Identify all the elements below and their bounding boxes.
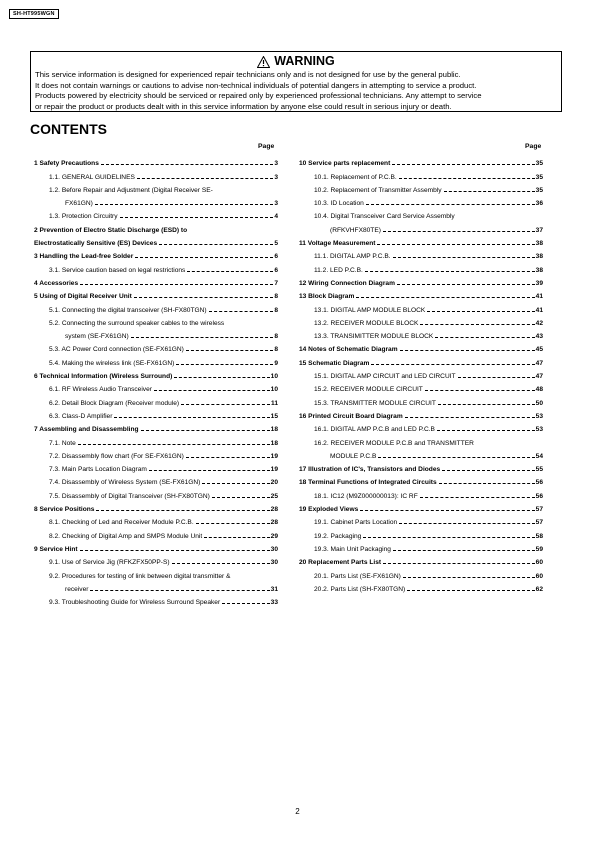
toc-leader-dots — [383, 563, 535, 564]
toc-leader-dots — [96, 510, 269, 511]
toc-entry-page: 10 — [270, 386, 278, 394]
toc-entry-page: 36 — [535, 200, 543, 208]
toc-entry-title: 7.3. Main Parts Location Diagram — [49, 466, 147, 474]
toc-leader-dots — [101, 164, 273, 165]
toc-entry-title: 19.1. Cabinet Parts Location — [314, 519, 398, 527]
toc-entry[interactable] — [34, 595, 278, 608]
toc-leader-dots — [420, 497, 535, 498]
toc-leader-dots — [209, 311, 274, 312]
toc-leader-dots — [425, 390, 535, 391]
toc-entry-title: 13.2. RECEIVER MODULE BLOCK — [314, 319, 419, 327]
toc-entry[interactable] — [34, 462, 278, 475]
toc-entry-title: system (SE-FX61GN) — [65, 333, 129, 341]
warning-line-2: It does not contain warnings or cautions to advise non-technical individuals of potential dangers in attempting to service a product. — [35, 80, 477, 90]
toc-entry-title: 9.3. Troubleshooting Guide for Wireless Surround Speaker — [49, 599, 221, 607]
toc-entry[interactable] — [299, 475, 543, 488]
warning-title — [35, 54, 557, 69]
toc-entry-title: 16.2. RECEIVER MODULE P.C.B and TRANSMITTER — [314, 439, 474, 447]
toc-entry-title: 14 Notes of Schematic Diagram — [299, 346, 398, 354]
toc-entry-title: 5.1. Connecting the digital transceiver (SH-FX80TGN) — [49, 306, 207, 314]
toc-leader-dots — [137, 178, 273, 179]
toc-leader-dots — [400, 350, 535, 351]
toc-entry-title: 13.1. DIGITAL AMP MODULE BLOCK — [314, 306, 426, 314]
toc-left-column — [34, 156, 278, 608]
toc-entry[interactable] — [299, 422, 543, 435]
toc-leader-dots — [439, 483, 535, 484]
toc-entry-page: 57 — [535, 519, 543, 527]
toc-leader-dots — [383, 231, 535, 232]
toc-entry-page: 35 — [535, 160, 543, 168]
toc-entry[interactable] — [34, 475, 278, 488]
toc-leader-dots — [393, 257, 535, 258]
toc-entry-page: 57 — [535, 506, 543, 514]
toc-entry-title: 7.2. Disassembly flow chart (For SE-FX61GN) — [49, 452, 184, 460]
toc-entry-page: 4 — [274, 213, 278, 221]
toc-entry-title: 20.2. Parts List (SH-FX80TGN) — [314, 585, 406, 593]
toc-leader-dots — [80, 284, 273, 285]
toc-entry-title: 5.2. Connecting the surround speaker cables to the wireless — [49, 319, 225, 327]
toc-entry-page: 41 — [535, 306, 543, 314]
toc-leader-dots — [399, 523, 534, 524]
toc-entry[interactable] — [34, 568, 278, 581]
toc-leader-dots — [181, 404, 270, 405]
toc-leader-dots — [149, 470, 270, 471]
toc-entry-title: 6.1. RF Wireless Audio Transceiver — [49, 386, 152, 394]
toc-leader-dots — [204, 537, 269, 538]
toc-entry-page: 56 — [535, 479, 543, 487]
toc-entry-title: 16 Printed Circuit Board Diagram — [299, 412, 403, 420]
toc-entry[interactable] — [34, 342, 278, 355]
toc-entry-title: 9 Service Hint — [34, 545, 78, 553]
toc-entry[interactable] — [34, 262, 278, 275]
contents-title: CONTENTS — [30, 121, 107, 137]
toc-leader-dots — [378, 457, 534, 458]
toc-entry-page: 53 — [535, 426, 543, 434]
toc-entry-page: 9 — [274, 359, 278, 367]
toc-entry-title: 6.2. Detail Block Diagram (Receiver module) — [49, 399, 180, 407]
toc-entry-page: 28 — [270, 506, 278, 514]
toc-entry[interactable] — [299, 488, 543, 501]
toc-entry-page: 38 — [535, 266, 543, 274]
toc-leader-dots — [120, 217, 274, 218]
toc-entry-title: 5 Using of Digital Receiver Unit — [34, 293, 132, 301]
toc-entry-title: 18 Terminal Functions of Integrated Circuits — [299, 479, 437, 487]
toc-entry-page: 25 — [270, 492, 278, 500]
toc-entry-title: 7.5. Disassembly of Digital Transceiver (SH-FX80TGN) — [49, 492, 210, 500]
toc-entry[interactable] — [299, 169, 543, 182]
toc-entry-title: 6.3. Class-D Amplifier — [49, 412, 113, 420]
toc-entry[interactable] — [299, 502, 543, 515]
toc-entry-page: 38 — [535, 253, 543, 261]
toc-leader-dots — [212, 497, 270, 498]
toc-entry[interactable] — [299, 369, 543, 382]
toc-entry[interactable] — [299, 316, 543, 329]
toc-entry-title: 15.1. DIGITAL AMP CIRCUIT and LED CIRCUIT — [314, 373, 456, 381]
toc-entry-title: 15.3. TRANSMITTER MODULE CIRCUIT — [314, 399, 436, 407]
toc-entry-page: 39 — [535, 279, 543, 287]
warning-line-4: or repair the product or products dealt with in this service information by anyone else could result in serious injury or death. — [35, 101, 452, 111]
toc-entry-title: 4 Accessories — [34, 279, 79, 287]
toc-leader-dots — [78, 444, 270, 445]
model-tag: SH-HT995WGN — [9, 9, 59, 19]
toc-leader-dots — [442, 470, 534, 471]
toc-entry-page: 18 — [270, 439, 278, 447]
toc-leader-dots — [366, 204, 535, 205]
warning-title-text: WARNING — [274, 54, 335, 68]
toc-entry[interactable] — [34, 515, 278, 528]
toc-entry-title: 15.2. RECEIVER MODULE CIRCUIT — [314, 386, 423, 394]
warning-triangle-icon — [257, 56, 270, 68]
toc-leader-dots — [444, 191, 535, 192]
toc-leader-dots — [176, 364, 273, 365]
toc-entry-page: 18 — [270, 426, 278, 434]
toc-leader-dots — [356, 297, 534, 298]
toc-entry-title: 1.2. Before Repair and Adjustment (Digital Receiver SE- — [49, 186, 213, 194]
toc-entry-page: 6 — [274, 253, 278, 261]
toc-entry-page: 50 — [535, 399, 543, 407]
toc-leader-dots — [186, 350, 273, 351]
toc-entry-page: 7 — [274, 279, 278, 287]
toc-leader-dots — [399, 178, 535, 179]
toc-entry-page: 37 — [535, 226, 543, 234]
toc-entry[interactable] — [299, 289, 543, 302]
toc-entry-page: 31 — [270, 585, 278, 593]
toc-entry-title: 5.4. Making the wireless link (SE-FX61GN) — [49, 359, 175, 367]
toc-entry[interactable] — [34, 222, 278, 235]
toc-entry-page: 48 — [535, 386, 543, 394]
toc-entry-title: 2 Prevention of Electro Static Discharge (ESD) to — [34, 226, 188, 234]
toc-entry[interactable] — [299, 462, 543, 475]
toc-entry[interactable] — [299, 382, 543, 395]
toc-entry-title: 19 Exploded Views — [299, 506, 359, 514]
toc-leader-dots — [202, 483, 269, 484]
toc-leader-dots — [403, 577, 535, 578]
toc-entry-page: 35 — [535, 186, 543, 194]
toc-leader-dots — [405, 417, 535, 418]
toc-entry-page: 3 — [274, 173, 278, 181]
toc-entry-page: 47 — [535, 373, 543, 381]
toc-entry[interactable] — [299, 209, 543, 222]
warning-line-1: This service information is designed for experienced repair technicians only and is not designed for use by the general public. — [35, 70, 461, 79]
toc-entry[interactable] — [299, 555, 543, 568]
toc-entry-page: 59 — [535, 545, 543, 553]
toc-entry[interactable] — [299, 355, 543, 368]
toc-leader-dots — [159, 244, 273, 245]
toc-leader-dots — [427, 311, 534, 312]
toc-entry[interactable] — [34, 276, 278, 289]
toc-entry[interactable] — [34, 355, 278, 368]
toc-entry-title: 13 Block Diagram — [299, 293, 355, 301]
toc-entry-page: 3 — [274, 200, 278, 208]
toc-entry-title: 18.1. IC12 (M9Z000000013): IC RF — [314, 492, 418, 500]
toc-leader-dots — [393, 550, 535, 551]
toc-entry-page: 10 — [270, 373, 278, 381]
toc-entry-title: 10.3. ID Location — [314, 200, 364, 208]
toc-entry-title: receiver — [65, 585, 89, 593]
toc-entry[interactable] — [34, 502, 278, 515]
toc-entry[interactable] — [34, 369, 278, 382]
toc-entry-title: 11.2. LED P.C.B. — [314, 266, 363, 274]
toc-entry[interactable] — [34, 542, 278, 555]
toc-leader-dots — [458, 377, 535, 378]
toc-entry[interactable] — [299, 249, 543, 262]
toc-entry-title: 1.1. GENERAL GUIDELINES — [49, 173, 135, 181]
toc-entry-page: 35 — [535, 173, 543, 181]
toc-entry-title: 10 Service parts replacement — [299, 160, 391, 168]
toc-entry[interactable] — [34, 183, 278, 196]
toc-entry-page: 58 — [535, 532, 543, 540]
toc-right-column — [299, 156, 543, 595]
toc-entry-page: 62 — [535, 585, 543, 593]
toc-entry-title: 7 Assembling and Disassembling — [34, 426, 139, 434]
toc-entry-page: 53 — [535, 412, 543, 420]
toc-entry-title: 3 Handling the Lead-free Solder — [34, 253, 134, 261]
toc-entry[interactable] — [299, 262, 543, 275]
toc-entry-page: 19 — [270, 452, 278, 460]
toc-entry[interactable] — [299, 515, 543, 528]
toc-entry-title: 20.1. Parts List (SE-FX61GN) — [314, 572, 401, 580]
toc-entry[interactable] — [34, 422, 278, 435]
toc-entry[interactable] — [34, 528, 278, 541]
toc-leader-dots — [222, 603, 269, 604]
toc-entry-page: 20 — [270, 479, 278, 487]
toc-entry[interactable] — [34, 196, 278, 209]
toc-entry-title: 3.1. Service caution based on legal restrictions — [49, 266, 186, 274]
toc-entry[interactable] — [34, 209, 278, 222]
toc-entry[interactable] — [34, 449, 278, 462]
toc-entry-page: 41 — [535, 293, 543, 301]
toc-entry-title: 7.4. Disassembly of Wireless System (SE-FX61GN) — [49, 479, 201, 487]
toc-entry[interactable] — [34, 395, 278, 408]
toc-entry[interactable] — [299, 236, 543, 249]
page-number: 2 — [295, 807, 300, 816]
toc-entry-page: 55 — [535, 466, 543, 474]
toc-entry[interactable] — [34, 302, 278, 315]
toc-entry-title: Electrostatically Sensitive (ES) Devices — [34, 240, 158, 248]
toc-leader-dots — [135, 257, 273, 258]
toc-entry-page: 29 — [270, 532, 278, 540]
toc-leader-dots — [377, 244, 534, 245]
toc-entry[interactable] — [299, 276, 543, 289]
toc-entry-title: (RFKVHFX80TE) — [330, 226, 381, 234]
toc-entry-page: 45 — [535, 346, 543, 354]
toc-entry[interactable] — [34, 236, 278, 249]
toc-entry-title: 1 Safety Precautions — [34, 160, 99, 168]
toc-entry[interactable] — [34, 435, 278, 448]
toc-entry-title: 8 Service Positions — [34, 506, 95, 514]
toc-entry-title: 19.2. Packaging — [314, 532, 362, 540]
toc-entry-title: 13.3. TRANSIMITTER MODULE BLOCK — [314, 333, 434, 341]
right-page-header: Page — [525, 143, 542, 150]
toc-leader-dots — [90, 590, 269, 591]
toc-entry-page: 11 — [271, 399, 278, 407]
toc-entry-title: 5.3. AC Power Cord connection (SE-FX61GN) — [49, 346, 184, 354]
toc-entry-title: FX61GN) — [65, 200, 93, 208]
toc-leader-dots — [420, 324, 534, 325]
left-page-header: Page — [258, 143, 275, 150]
toc-entry[interactable] — [34, 555, 278, 568]
toc-entry[interactable] — [299, 222, 543, 235]
toc-entry-title: 6 Technical Information (Wireless Surround) — [34, 373, 173, 381]
toc-entry-page: 5 — [274, 240, 278, 248]
toc-entry-page: 43 — [535, 333, 543, 341]
toc-entry[interactable] — [34, 249, 278, 262]
toc-entry-title: MODULE P.C.B — [330, 452, 377, 460]
toc-entry[interactable] — [34, 488, 278, 501]
toc-leader-dots — [131, 337, 274, 338]
toc-entry[interactable] — [299, 156, 543, 169]
toc-entry-title: 10.2. Replacement of Transmitter Assembly — [314, 186, 442, 194]
toc-entry-page: 15 — [270, 412, 278, 420]
toc-leader-dots — [80, 550, 270, 551]
toc-leader-dots — [407, 590, 534, 591]
toc-leader-dots — [435, 337, 534, 338]
toc-leader-dots — [397, 284, 535, 285]
toc-leader-dots — [114, 417, 269, 418]
toc-entry-page: 33 — [270, 599, 278, 607]
toc-entry[interactable] — [299, 342, 543, 355]
toc-entry[interactable] — [299, 582, 543, 595]
toc-entry[interactable] — [34, 382, 278, 395]
toc-entry-page: 6 — [274, 266, 278, 274]
toc-entry[interactable] — [299, 183, 543, 196]
toc-entry[interactable] — [299, 528, 543, 541]
toc-entry-title: 12 Wiring Connection Diagram — [299, 279, 395, 287]
toc-leader-dots — [186, 457, 270, 458]
toc-entry[interactable] — [299, 449, 543, 462]
toc-leader-dots — [187, 271, 273, 272]
toc-entry-page: 42 — [535, 319, 543, 327]
toc-leader-dots — [196, 523, 270, 524]
toc-entry[interactable] — [299, 329, 543, 342]
toc-leader-dots — [438, 404, 535, 405]
toc-entry-page: 28 — [270, 519, 278, 527]
toc-entry-title: 15 Schematic Diagram — [299, 359, 370, 367]
toc-entry-title: 1.3. Protection Circuitry — [49, 213, 118, 221]
toc-entry-title: 19.3. Main Unit Packaging — [314, 545, 391, 553]
toc-entry-page: 30 — [270, 559, 278, 567]
toc-entry-page: 47 — [535, 359, 543, 367]
toc-entry-page: 60 — [535, 572, 543, 580]
toc-entry-page: 8 — [274, 346, 278, 354]
toc-entry[interactable] — [34, 289, 278, 302]
toc-entry-title: 8.2. Checking of Digital Amp and SMPS Module Unit — [49, 532, 203, 540]
toc-entry-title: 10.4. Digital Transceiver Card Service Assembly — [314, 213, 455, 221]
warning-line-3: Products powered by electricity should be serviced or repaired only by experienced professional technicians. Any attempt to service — [35, 91, 482, 101]
toc-entry[interactable] — [34, 169, 278, 182]
toc-entry-page: 19 — [270, 466, 278, 474]
toc-entry-title: 17 Illustration of IC's, Transistors and Diodes — [299, 466, 441, 474]
toc-leader-dots — [360, 510, 534, 511]
toc-leader-dots — [141, 430, 270, 431]
toc-entry-title: 16.1. DIGITAL AMP P.C.B and LED P.C.B — [314, 426, 435, 434]
toc-leader-dots — [172, 563, 270, 564]
toc-leader-dots — [154, 390, 270, 391]
toc-entry[interactable] — [299, 302, 543, 315]
warning-box — [30, 51, 562, 112]
toc-entry-page: 56 — [535, 492, 543, 500]
toc-entry[interactable] — [299, 395, 543, 408]
toc-leader-dots — [174, 377, 269, 378]
toc-entry-title: 8.1. Checking of Led and Receiver Module P.C.B. — [49, 519, 194, 527]
toc-entry-page: 38 — [535, 240, 543, 248]
toc-entry[interactable] — [34, 316, 278, 329]
toc-entry[interactable] — [299, 568, 543, 581]
toc-entry-page: 8 — [274, 306, 278, 314]
toc-entry-page: 8 — [274, 333, 278, 341]
toc-entry[interactable] — [299, 435, 543, 448]
toc-leader-dots — [371, 364, 534, 365]
toc-entry[interactable] — [299, 409, 543, 422]
toc-leader-dots — [365, 271, 535, 272]
toc-entry[interactable] — [34, 582, 278, 595]
toc-entry-title: 10.1. Replacement of P.C.B. — [314, 173, 397, 181]
toc-entry[interactable] — [34, 156, 278, 169]
toc-entry[interactable] — [34, 329, 278, 342]
toc-leader-dots — [95, 204, 273, 205]
toc-leader-dots — [134, 297, 274, 298]
toc-entry-page: 54 — [535, 452, 543, 460]
toc-entry-title: 7.1. Note — [49, 439, 76, 447]
toc-entry-page: 60 — [535, 559, 543, 567]
toc-leader-dots — [437, 430, 535, 431]
toc-entry-title: 11 Voltage Measurement — [299, 240, 376, 248]
toc-entry-page: 3 — [274, 160, 278, 168]
toc-entry[interactable] — [34, 409, 278, 422]
toc-leader-dots — [392, 164, 534, 165]
toc-leader-dots — [363, 537, 534, 538]
toc-entry[interactable] — [299, 196, 543, 209]
toc-entry-page: 30 — [270, 545, 278, 553]
toc-entry-page: 8 — [274, 293, 278, 301]
toc-entry[interactable] — [299, 542, 543, 555]
toc-entry-title: 9.1. Use of Service Jig (RFKZFX50PP-S) — [49, 559, 170, 567]
toc-entry-title: 9.2. Procedures for testing of link between digital transmitter & — [49, 572, 231, 580]
toc-entry-title: 20 Replacement Parts List — [299, 559, 382, 567]
toc-entry-title: 11.1. DIGITAL AMP P.C.B. — [314, 253, 391, 261]
